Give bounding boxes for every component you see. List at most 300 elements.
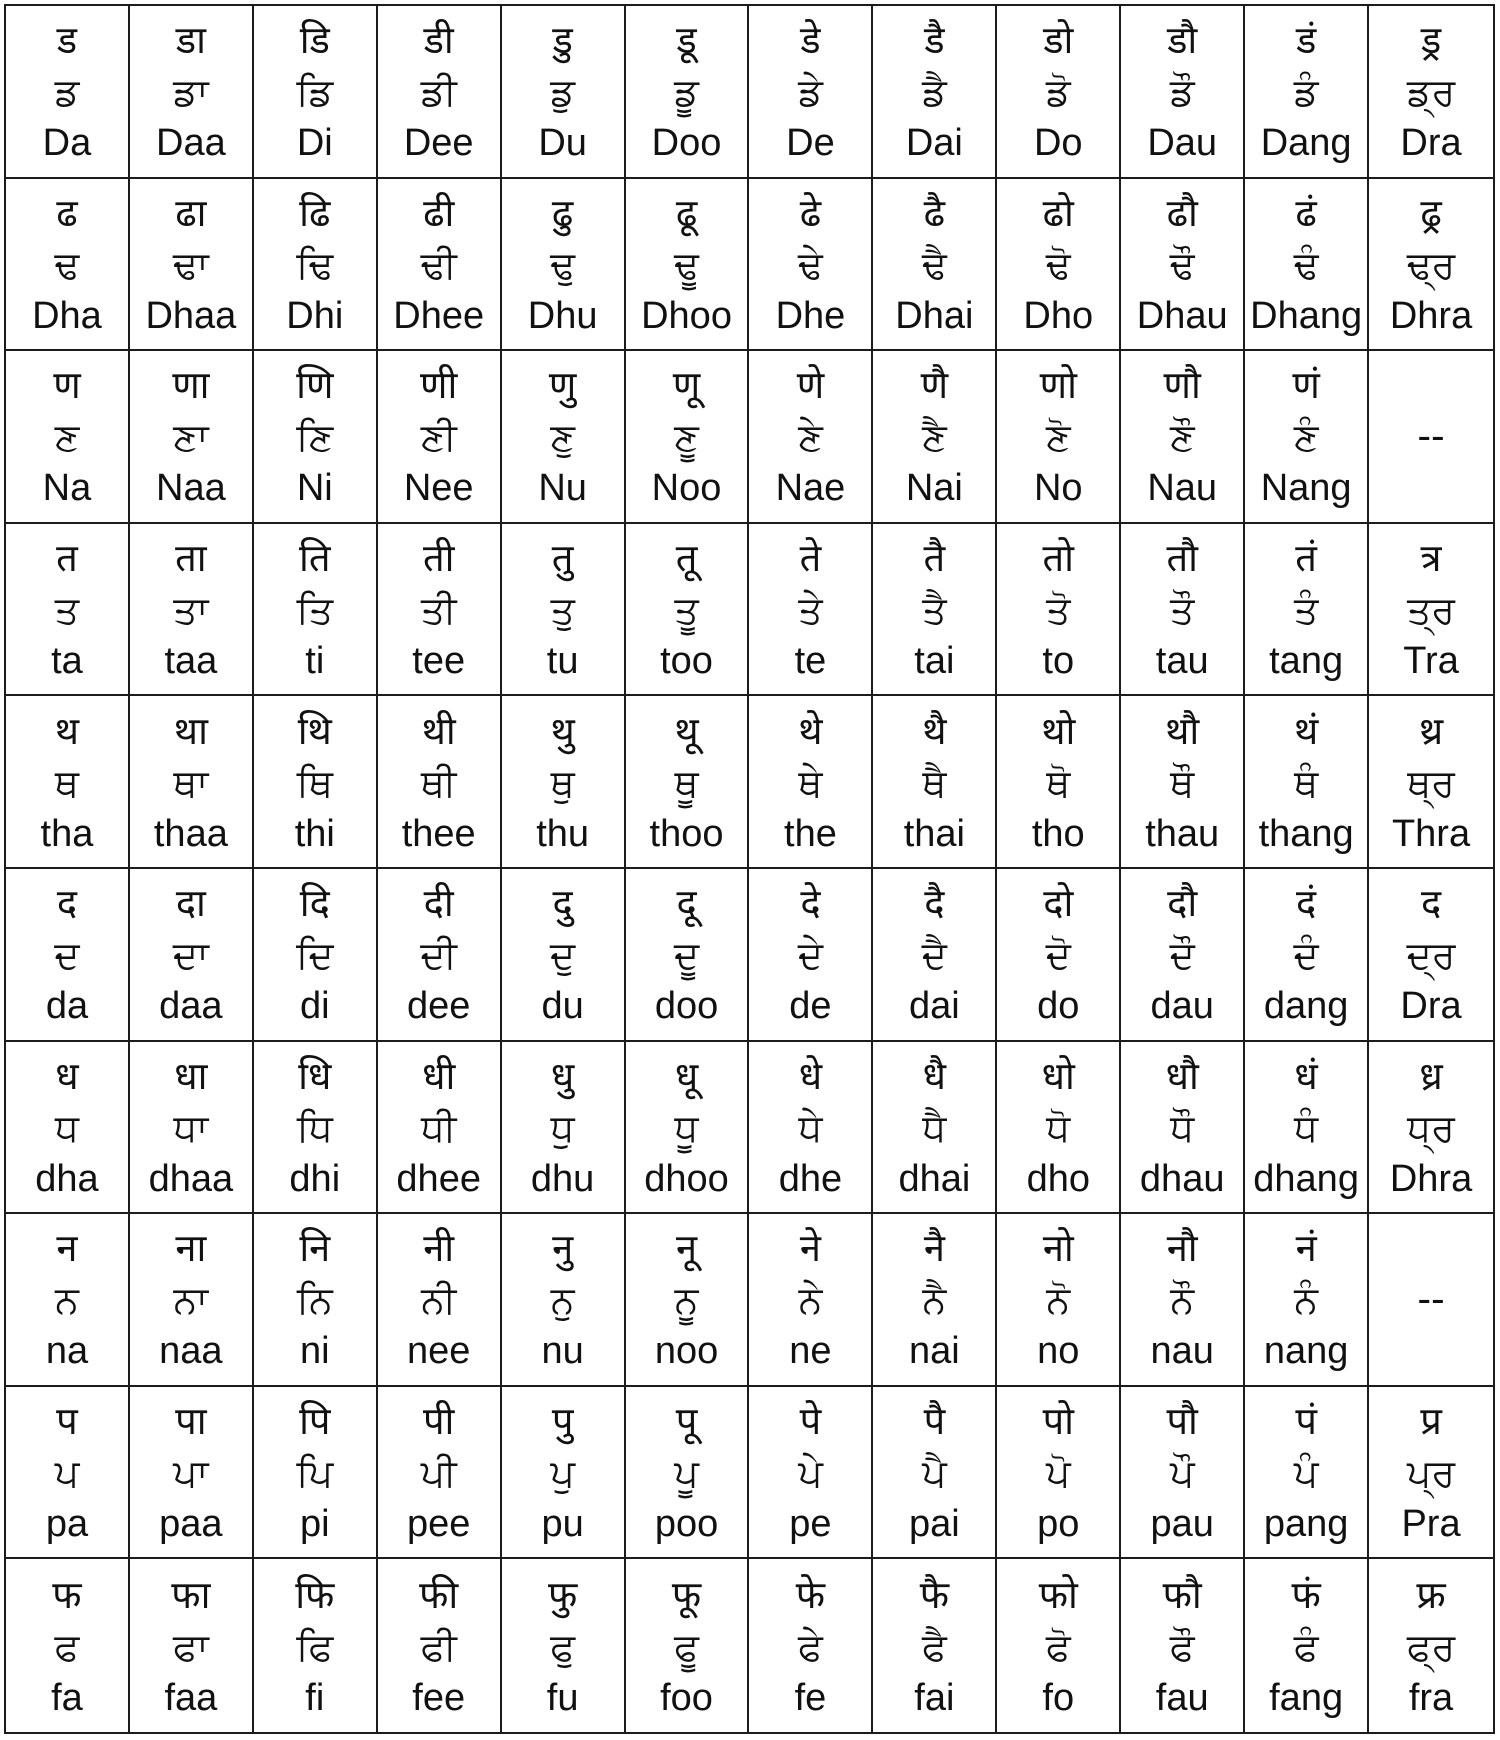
roman-text: fe	[794, 1676, 827, 1719]
roman-text: dha	[35, 1157, 99, 1200]
gurmukhi-text: ਪਿ	[296, 1451, 334, 1496]
roman-text: thi	[294, 812, 335, 855]
roman-text: dhoo	[644, 1157, 729, 1200]
devanagari-text: ढु	[551, 190, 574, 235]
roman-text: thang	[1258, 812, 1354, 855]
gurmukhi-text: ਫੰ	[1293, 1624, 1319, 1669]
devanagari-text: डा	[175, 18, 206, 63]
roman-text: Dra	[1400, 985, 1462, 1028]
gurmukhi-text: ਨੌ	[1170, 1278, 1195, 1323]
devanagari-text: थो	[1041, 708, 1076, 753]
devanagari-text: पि	[299, 1399, 331, 1444]
table-cell	[997, 869, 1121, 1042]
table-cell	[1369, 6, 1493, 179]
table-cell	[1245, 1042, 1369, 1215]
roman-text: dhaa	[148, 1157, 234, 1200]
devanagari-text: धि	[298, 1053, 332, 1098]
gurmukhi-text: ਦੋ	[1045, 933, 1071, 978]
gurmukhi-text: ਣੰ	[1293, 415, 1319, 460]
devanagari-text: नु	[552, 1226, 574, 1271]
devanagari-text: धा	[174, 1053, 208, 1098]
gurmukhi-text: ਫ੍ਰ	[1406, 1624, 1456, 1669]
devanagari-text: डै	[924, 18, 945, 63]
devanagari-text: धे	[798, 1053, 823, 1098]
devanagari-text: पा	[175, 1399, 207, 1444]
devanagari-text: थे	[798, 708, 823, 753]
roman-text: pang	[1263, 1503, 1349, 1546]
roman-text: taa	[164, 640, 218, 683]
gurmukhi-text: ਤੂ	[674, 588, 699, 633]
gurmukhi-text: ਢੁ	[550, 242, 576, 287]
table-cell	[502, 351, 626, 524]
roman-text: Doo	[651, 122, 722, 165]
table-cell	[626, 1387, 750, 1560]
devanagari-text: पै	[923, 1399, 946, 1444]
table-cell	[626, 696, 750, 869]
roman-text: dhau	[1139, 1157, 1225, 1200]
devanagari-text: ड	[56, 18, 78, 63]
gurmukhi-text: ਥਾ	[173, 760, 209, 805]
gurmukhi-text: ਣ	[54, 415, 80, 460]
gurmukhi-text: ਪੂ	[674, 1451, 699, 1496]
roman-text: paa	[159, 1503, 223, 1546]
devanagari-text: डौ	[1167, 18, 1198, 63]
devanagari-text: धु	[550, 1053, 575, 1098]
devanagari-text: णै	[920, 363, 949, 408]
table-cell	[378, 1214, 502, 1387]
gurmukhi-text: ਡ	[54, 70, 80, 115]
devanagari-text: फा	[171, 1572, 211, 1617]
table-cell	[1121, 179, 1245, 352]
devanagari-text: पौ	[1166, 1399, 1198, 1444]
gurmukhi-text: ਢੂ	[674, 242, 699, 287]
table-cell	[626, 1559, 750, 1732]
table-cell	[502, 524, 626, 697]
table-cell	[254, 696, 378, 869]
devanagari-text: णौ	[1163, 363, 1201, 408]
roman-text: doo	[654, 985, 719, 1028]
roman-text: Di	[296, 122, 333, 165]
roman-text: pu	[541, 1503, 584, 1546]
table-cell	[1369, 1042, 1493, 1215]
devanagari-text: ढा	[175, 190, 207, 235]
gurmukhi-text: ਨੁ	[550, 1278, 575, 1323]
roman-text: dho	[1026, 1157, 1090, 1200]
table-cell	[1245, 179, 1369, 352]
roman-text: po	[1037, 1503, 1080, 1546]
gurmukhi-text: ਣੋ	[1045, 415, 1071, 460]
gurmukhi-text: ਫਿ	[296, 1624, 334, 1669]
gurmukhi-text: ਢੰ	[1293, 242, 1319, 287]
gurmukhi-text: ਧੈ	[922, 1105, 947, 1150]
table-cell	[997, 696, 1121, 869]
roman-text: thai	[903, 812, 965, 855]
devanagari-text: ते	[799, 536, 822, 581]
devanagari-text: फौ	[1162, 1572, 1202, 1617]
devanagari-text: नौ	[1166, 1226, 1198, 1271]
table-cell	[254, 351, 378, 524]
devanagari-text: थू	[674, 708, 699, 753]
gurmukhi-text: ਪੈ	[922, 1451, 947, 1496]
roman-text: nai	[909, 1330, 960, 1373]
gurmukhi-text: ਧੁ	[550, 1105, 575, 1150]
table-cell	[626, 351, 750, 524]
roman-text: tu	[546, 640, 579, 683]
roman-text: dhi	[289, 1157, 341, 1200]
table-cell	[254, 524, 378, 697]
gurmukhi-text: ਣੀ	[420, 415, 457, 460]
table-cell	[254, 1214, 378, 1387]
table-cell	[873, 869, 997, 1042]
gurmukhi-text: ਢੇ	[798, 242, 823, 287]
devanagari-text: णि	[296, 363, 334, 408]
roman-text: Naa	[156, 467, 226, 510]
gurmukhi-text: ਢਾ	[173, 242, 209, 287]
table-cell	[749, 869, 873, 1042]
gurmukhi-text: ਢੀ	[420, 242, 457, 287]
table-cell	[502, 696, 626, 869]
roman-text: Dhu	[527, 294, 598, 337]
devanagari-text: फु	[547, 1572, 578, 1617]
gurmukhi-text: ਦ	[54, 933, 80, 978]
roman-text: tang	[1269, 640, 1344, 683]
table-cell	[749, 524, 873, 697]
roman-text: De	[786, 122, 835, 165]
gurmukhi-text: ਡੁ	[550, 70, 575, 115]
table-cell	[1369, 179, 1493, 352]
table-cell	[130, 869, 254, 1042]
devanagari-text: थै	[922, 708, 947, 753]
devanagari-text: पं	[1295, 1399, 1317, 1444]
table-cell	[997, 351, 1121, 524]
devanagari-text: डं	[1295, 18, 1317, 63]
devanagari-text: प्र	[1420, 1399, 1442, 1444]
gurmukhi-text: ਫੈ	[921, 1624, 947, 1669]
gurmukhi-text: ਪੀ	[420, 1451, 457, 1496]
devanagari-text: दो	[1043, 881, 1074, 926]
devanagari-text: नी	[423, 1226, 455, 1271]
roman-text: fa	[51, 1676, 83, 1719]
devanagari-text: तौ	[1166, 536, 1198, 581]
gurmukhi-text: ਤੋ	[1046, 588, 1071, 633]
gurmukhi-text: ਤੀ	[420, 588, 457, 633]
gurmukhi-text: ਧੋ	[1046, 1105, 1071, 1150]
table-cell	[1369, 1559, 1493, 1732]
table-cell	[1369, 1387, 1493, 1560]
roman-text: Da	[42, 122, 92, 165]
table-cell	[873, 1559, 997, 1732]
table-cell	[378, 1387, 502, 1560]
table-cell	[1121, 524, 1245, 697]
table-cell	[873, 1387, 997, 1560]
roman-text: fra	[1408, 1676, 1454, 1719]
devanagari-text: दा	[175, 881, 206, 926]
roman-text: thoo	[649, 812, 724, 855]
table-cell	[749, 696, 873, 869]
table-cell	[997, 179, 1121, 352]
gurmukhi-text: ਥੈ	[922, 760, 947, 805]
table-cell	[873, 351, 997, 524]
roman-text: dhang	[1253, 1157, 1359, 1200]
roman-text: dhai	[898, 1157, 971, 1200]
gurmukhi-text: ਧਾ	[173, 1105, 209, 1150]
roman-text: thee	[401, 812, 476, 855]
gurmukhi-text: ਨੇ	[798, 1278, 823, 1323]
gurmukhi-text: ਨੀ	[421, 1278, 457, 1323]
roman-text: naa	[159, 1330, 223, 1373]
table-cell	[1245, 696, 1369, 869]
devanagari-text: णु	[548, 363, 577, 408]
devanagari-text: दं	[1296, 881, 1317, 926]
table-cell	[749, 6, 873, 179]
roman-text: do	[1037, 985, 1080, 1028]
table-cell	[502, 1559, 626, 1732]
gurmukhi-text: ਡੀ	[420, 70, 457, 115]
table-cell	[1121, 6, 1245, 179]
table-cell	[1245, 1559, 1369, 1732]
gurmukhi-text: ਢੈ	[921, 242, 947, 287]
devanagari-text: ढी	[423, 190, 455, 235]
table-cell	[873, 1214, 997, 1387]
roman-text: te	[794, 640, 827, 683]
devanagari-text: डी	[423, 18, 454, 63]
gurmukhi-text: ਧ੍ਰ	[1407, 1105, 1455, 1150]
devanagari-text: णी	[420, 363, 458, 408]
devanagari-text: ध्र	[1419, 1053, 1443, 1098]
devanagari-text: डू	[676, 18, 697, 63]
roman-text: Dhai	[895, 294, 974, 337]
devanagari-text: फ्र	[1416, 1572, 1446, 1617]
roman-text: Daa	[156, 122, 226, 165]
gurmukhi-text: ਥ੍ਰ	[1407, 760, 1455, 805]
table-cell	[254, 179, 378, 352]
devanagari-text: ण	[53, 363, 81, 408]
table-cell	[873, 179, 997, 352]
roman-text: Dau	[1147, 122, 1218, 165]
gurmukhi-text: ਤਿ	[296, 588, 334, 633]
devanagari-text: न	[56, 1226, 78, 1271]
table-cell	[749, 1042, 873, 1215]
roman-text: dhe	[778, 1157, 843, 1200]
gurmukhi-text: ਢੌ	[1169, 242, 1195, 287]
table-cell	[130, 351, 254, 524]
devanagari-text: ढि	[299, 190, 331, 235]
devanagari-text: दु	[552, 881, 573, 926]
roman-text: du	[541, 985, 584, 1028]
devanagari-text: ढू	[675, 190, 698, 235]
table-cell	[1245, 351, 1369, 524]
gurmukhi-text: ਥ	[54, 760, 79, 805]
devanagari-text: णो	[1039, 363, 1077, 408]
gurmukhi-text: ਦੈ	[921, 933, 947, 978]
roman-text: Dhe	[775, 294, 846, 337]
roman-text: Dha	[32, 294, 102, 337]
roman-text: Noo	[651, 467, 722, 510]
devanagari-text: थु	[550, 708, 575, 753]
table-cell	[6, 1042, 130, 1215]
roman-text: Nee	[403, 467, 474, 510]
devanagari-text: द	[1420, 881, 1442, 926]
table-cell	[1121, 696, 1245, 869]
roman-text: Nau	[1147, 467, 1218, 510]
table-cell	[6, 1559, 130, 1732]
roman-text: ti	[305, 640, 325, 683]
devanagari-text: द	[56, 881, 78, 926]
gurmukhi-text: ਫੀ	[420, 1624, 457, 1669]
table-cell	[749, 351, 873, 524]
table-cell	[873, 524, 997, 697]
table-cell	[1121, 1387, 1245, 1560]
table-cell	[1245, 1387, 1369, 1560]
table-cell	[6, 869, 130, 1042]
gurmukhi-text: ਫ	[54, 1624, 80, 1669]
roman-text: nang	[1263, 1330, 1349, 1373]
gurmukhi-text: ਨੰ	[1294, 1278, 1318, 1323]
roman-text: dhu	[530, 1157, 595, 1200]
roman-text: Pra	[1401, 1503, 1461, 1546]
table-cell	[378, 1042, 502, 1215]
devanagari-text: डो	[1043, 18, 1074, 63]
table-cell	[1121, 1559, 1245, 1732]
devanagari-text: दौ	[1167, 881, 1198, 926]
gurmukhi-text: ਥੰ	[1294, 760, 1319, 805]
devanagari-text: पु	[551, 1399, 574, 1444]
roman-text: tho	[1031, 812, 1085, 855]
gurmukhi-text: ਣਿ	[296, 415, 334, 460]
devanagari-text: ढे	[799, 190, 822, 235]
devanagari-text: तै	[923, 536, 946, 581]
roman-text: Dhaa	[145, 294, 237, 337]
gurmukhi-text: --	[1417, 414, 1445, 459]
devanagari-text: थं	[1293, 708, 1319, 753]
gurmukhi-text: ਫੁ	[550, 1624, 576, 1669]
roman-text: Nu	[538, 467, 587, 510]
devanagari-text: डे	[800, 18, 821, 63]
roman-text: tai	[914, 640, 955, 683]
gurmukhi-text: ਤੁ	[550, 588, 575, 633]
table-cell	[6, 1214, 130, 1387]
gurmukhi-text: ਢੋ	[1045, 242, 1071, 287]
roman-text: Du	[538, 122, 587, 165]
devanagari-text: फे	[795, 1572, 826, 1617]
devanagari-text: फू	[671, 1572, 702, 1617]
table-cell	[997, 1559, 1121, 1732]
devanagari-text: पे	[799, 1399, 822, 1444]
gurmukhi-text: ਡੈ	[922, 70, 947, 115]
gurmukhi-text: ਧਿ	[296, 1105, 333, 1150]
gurmukhi-text: ਧੰ	[1294, 1105, 1319, 1150]
roman-text: Do	[1033, 122, 1083, 165]
roman-text: dang	[1263, 985, 1349, 1028]
devanagari-text: फि	[295, 1572, 335, 1617]
gurmukhi-text: ਫੋ	[1045, 1624, 1071, 1669]
roman-text: Dee	[403, 122, 474, 165]
gurmukhi-text: ਥੌ	[1170, 760, 1195, 805]
table-cell	[997, 1042, 1121, 1215]
gurmukhi-text: ਡੌ	[1169, 70, 1195, 115]
table-cell	[626, 1042, 750, 1215]
devanagari-text: धौ	[1165, 1053, 1199, 1098]
gurmukhi-text: ਡੰ	[1293, 70, 1319, 115]
devanagari-text: धी	[422, 1053, 456, 1098]
table-cell	[1121, 351, 1245, 524]
devanagari-text: धं	[1294, 1053, 1318, 1098]
table-cell	[997, 1387, 1121, 1560]
gurmukhi-text: ਦੇ	[797, 933, 824, 978]
gurmukhi-text: ਥੋ	[1046, 760, 1071, 805]
gurmukhi-text: ਦੰ	[1293, 933, 1319, 978]
gurmukhi-text: ਦੌ	[1169, 933, 1195, 978]
roman-text: thaa	[153, 812, 228, 855]
table-cell	[873, 696, 997, 869]
gurmukhi-text: ਪੋ	[1046, 1451, 1071, 1496]
roman-text: Dho	[1023, 294, 1094, 337]
table-cell	[378, 6, 502, 179]
roman-text: daa	[159, 985, 223, 1028]
table-cell	[873, 1042, 997, 1215]
roman-text: pa	[45, 1503, 89, 1546]
roman-text: Dhra	[1389, 294, 1473, 337]
gurmukhi-text: ਪੁ	[550, 1451, 575, 1496]
devanagari-text: फ	[52, 1572, 82, 1617]
roman-text: Nae	[775, 467, 846, 510]
gurmukhi-text: ਡੇ	[798, 70, 823, 115]
table-cell	[502, 179, 626, 352]
table-cell	[502, 869, 626, 1042]
devanagari-text: था	[173, 708, 208, 753]
table-cell	[502, 1387, 626, 1560]
table-cell	[626, 1214, 750, 1387]
devanagari-text: दू	[676, 881, 697, 926]
table-cell	[1369, 351, 1493, 524]
gurmukhi-text: ਫੇ	[798, 1624, 823, 1669]
gurmukhi-text: ਫੂ	[674, 1624, 699, 1669]
devanagari-text: डु	[552, 18, 573, 63]
table-cell	[6, 351, 130, 524]
devanagari-text: ना	[175, 1226, 207, 1271]
table-cell	[130, 1559, 254, 1732]
devanagari-text: पू	[675, 1399, 698, 1444]
gurmukhi-text: ਫਾ	[173, 1624, 209, 1669]
transliteration-table	[4, 4, 1495, 1734]
roman-text: ne	[789, 1330, 832, 1373]
roman-text: pe	[789, 1503, 832, 1546]
table-cell	[1245, 869, 1369, 1042]
roman-text: fai	[914, 1676, 955, 1719]
devanagari-text: थ	[54, 708, 80, 753]
gurmukhi-text: ਢ	[54, 242, 80, 287]
table-cell	[749, 1387, 873, 1560]
devanagari-text: दै	[924, 881, 945, 926]
gurmukhi-text: ਨਾ	[173, 1278, 209, 1323]
devanagari-text: धू	[674, 1053, 699, 1098]
devanagari-text: धो	[1041, 1053, 1075, 1098]
roman-text: nee	[406, 1330, 471, 1373]
gurmukhi-text: ਤੰ	[1293, 588, 1319, 633]
roman-text: tau	[1155, 640, 1209, 683]
table-cell	[130, 1387, 254, 1560]
devanagari-text: णं	[1292, 363, 1320, 408]
roman-text: Nai	[905, 467, 963, 510]
table-cell	[502, 1042, 626, 1215]
gurmukhi-text: ਦ੍ਰ	[1406, 933, 1456, 978]
roman-text: faa	[164, 1676, 218, 1719]
roman-text: no	[1037, 1330, 1080, 1373]
table-cell	[749, 179, 873, 352]
roman-text: the	[784, 812, 837, 855]
table-cell	[1121, 869, 1245, 1042]
table-cell	[130, 179, 254, 352]
